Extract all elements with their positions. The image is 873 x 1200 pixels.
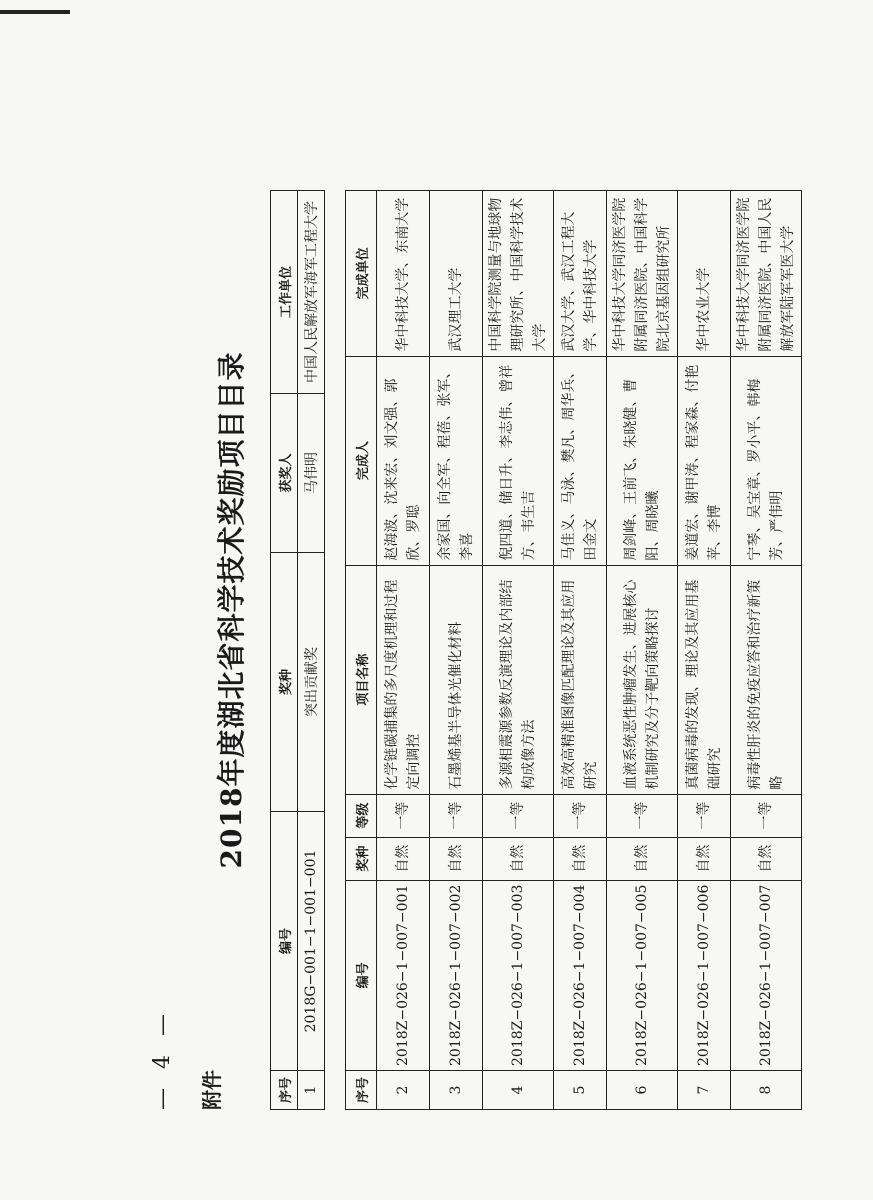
cell-award-type: 自然 (607, 837, 678, 880)
cell-code: 2018G−001−1−001−001 (298, 812, 325, 1071)
cell-contributors: 宁琴、吴宝章、罗小平、韩梅芳、严伟明 (731, 356, 802, 565)
cell-units: 华中科技大学同济医学院附属同济医院、中国人民解放军陆军军医大学 (731, 191, 802, 357)
award-table-contribution (270, 190, 325, 1110)
table-row (678, 191, 731, 1110)
cell-code: 2018Z−026−1−007−004 (554, 880, 607, 1070)
page-number: — 4 — (150, 1008, 175, 1110)
cell-project-name: 高效高精准图像匹配理论及其应用研究 (554, 565, 607, 794)
cell-award-type: 自然 (731, 837, 802, 880)
page-title: 2018年度湖北省科学技术奖励项目目录 (215, 351, 248, 869)
cell-code: 2018Z−026−1−007−005 (607, 880, 678, 1070)
col-header: 编号 (271, 812, 298, 1071)
cell-seq: 8 (731, 1071, 802, 1110)
cell-grade: 一等 (607, 794, 678, 837)
cell-contributors: 余家国、向全军、程蓓、张军、李喜 (430, 356, 483, 565)
cell-contributors: 倪四道、储日升、李志伟、曾祥方、韦生吉 (483, 356, 554, 565)
cell-work-unit: 中国人民解放军海军工程大学 (298, 191, 325, 394)
table-row (430, 191, 483, 1110)
cell-project-name: 血液系统恶性肿瘤发生、进展核心机制研究及分子靶向策略探讨 (607, 565, 678, 794)
table-row (731, 191, 802, 1110)
cell-seq: 6 (607, 1071, 678, 1110)
col-header: 编号 (346, 880, 377, 1070)
cell-code: 2018Z−026−1−007−007 (731, 880, 802, 1070)
cell-units: 武汉大学、武汉工程大学、华中科技大学 (554, 191, 607, 357)
table-header-row (346, 191, 377, 1110)
cell-award-type: 自然 (678, 837, 731, 880)
cell-project-name: 病毒性肝炎的免疫应答和治疗新策略 (731, 565, 802, 794)
cell-grade: 一等 (554, 794, 607, 837)
cell-award-type: 自然 (483, 837, 554, 880)
col-header: 项目名称 (346, 565, 377, 794)
cell-project-name: 真菌病毒的发现、理论及其应用基础研究 (678, 565, 731, 794)
col-header: 序号 (346, 1071, 377, 1110)
cell-contributors: 赵海波、沈来宏、刘文强、郭欣、罗聪 (377, 356, 430, 565)
cell-units: 华中科技大学、东南大学 (377, 191, 430, 357)
col-header: 完成人 (346, 356, 377, 565)
cell-project-name: 多源相震源参数反演理论及内部结构成像方法 (483, 565, 554, 794)
cell-units: 华中科技大学同济医学院附属同济医院、中国科学院北京基因组研究所 (607, 191, 678, 357)
cell-seq: 5 (554, 1071, 607, 1110)
cell-contributors: 姜道宏、谢甲涛、程家森、付艳苹、李博 (678, 356, 731, 565)
cell-seq: 1 (298, 1071, 325, 1110)
table-header-row (271, 191, 298, 1110)
cell-award-type: 自然 (554, 837, 607, 880)
col-header: 工作单位 (271, 191, 298, 394)
cell-code: 2018Z−026−1−007−001 (377, 880, 430, 1070)
col-header: 完成单位 (346, 191, 377, 357)
cell-awardee: 马伟明 (298, 394, 325, 553)
cell-code: 2018Z−026−1−007−002 (430, 880, 483, 1070)
cell-grade: 一等 (678, 794, 731, 837)
table-row (483, 191, 554, 1110)
cell-grade: 一等 (731, 794, 802, 837)
cell-seq: 7 (678, 1071, 731, 1110)
table-row (554, 191, 607, 1110)
cell-code: 2018Z−026−1−007−006 (678, 880, 731, 1070)
cell-units: 华中农业大学 (678, 191, 731, 357)
cell-award-type: 自然 (430, 837, 483, 880)
cell-units: 中国科学院测量与地球物理研究所、中国科学技术大学 (483, 191, 554, 357)
col-header: 等级 (346, 794, 377, 837)
cell-units: 武汉理工大学 (430, 191, 483, 357)
cell-contributors: 周剑峰、王前飞、朱晓健、曹阳、周晓曦 (607, 356, 678, 565)
cell-grade: 一等 (483, 794, 554, 837)
cell-seq: 2 (377, 1071, 430, 1110)
table-row (298, 191, 325, 1110)
col-header: 序号 (271, 1071, 298, 1110)
rotated-page (130, 110, 810, 1110)
cell-seq: 3 (430, 1071, 483, 1110)
col-header: 奖种 (271, 553, 298, 812)
col-header: 获奖人 (271, 394, 298, 553)
cell-award-type: 自然 (377, 837, 430, 880)
cell-award-type: 突出贡献奖 (298, 553, 325, 812)
cell-contributors: 马佳义、马泳、樊凡、周华兵、田金文 (554, 356, 607, 565)
attachment-label: 附件 (200, 1070, 224, 1110)
cell-project-name: 石墨烯基半导体光催化材料 (430, 565, 483, 794)
award-table-natural-science (345, 190, 802, 1110)
cell-code: 2018Z−026−1−007−003 (483, 880, 554, 1070)
table-row (607, 191, 678, 1110)
col-header: 奖种 (346, 837, 377, 880)
cell-seq: 4 (483, 1071, 554, 1110)
table-row (377, 191, 430, 1110)
cell-grade: 一等 (430, 794, 483, 837)
cell-grade: 一等 (377, 794, 430, 837)
scan-mark (0, 10, 70, 14)
cell-project-name: 化学链碳捕集的多尺度机理和过程定向调控 (377, 565, 430, 794)
